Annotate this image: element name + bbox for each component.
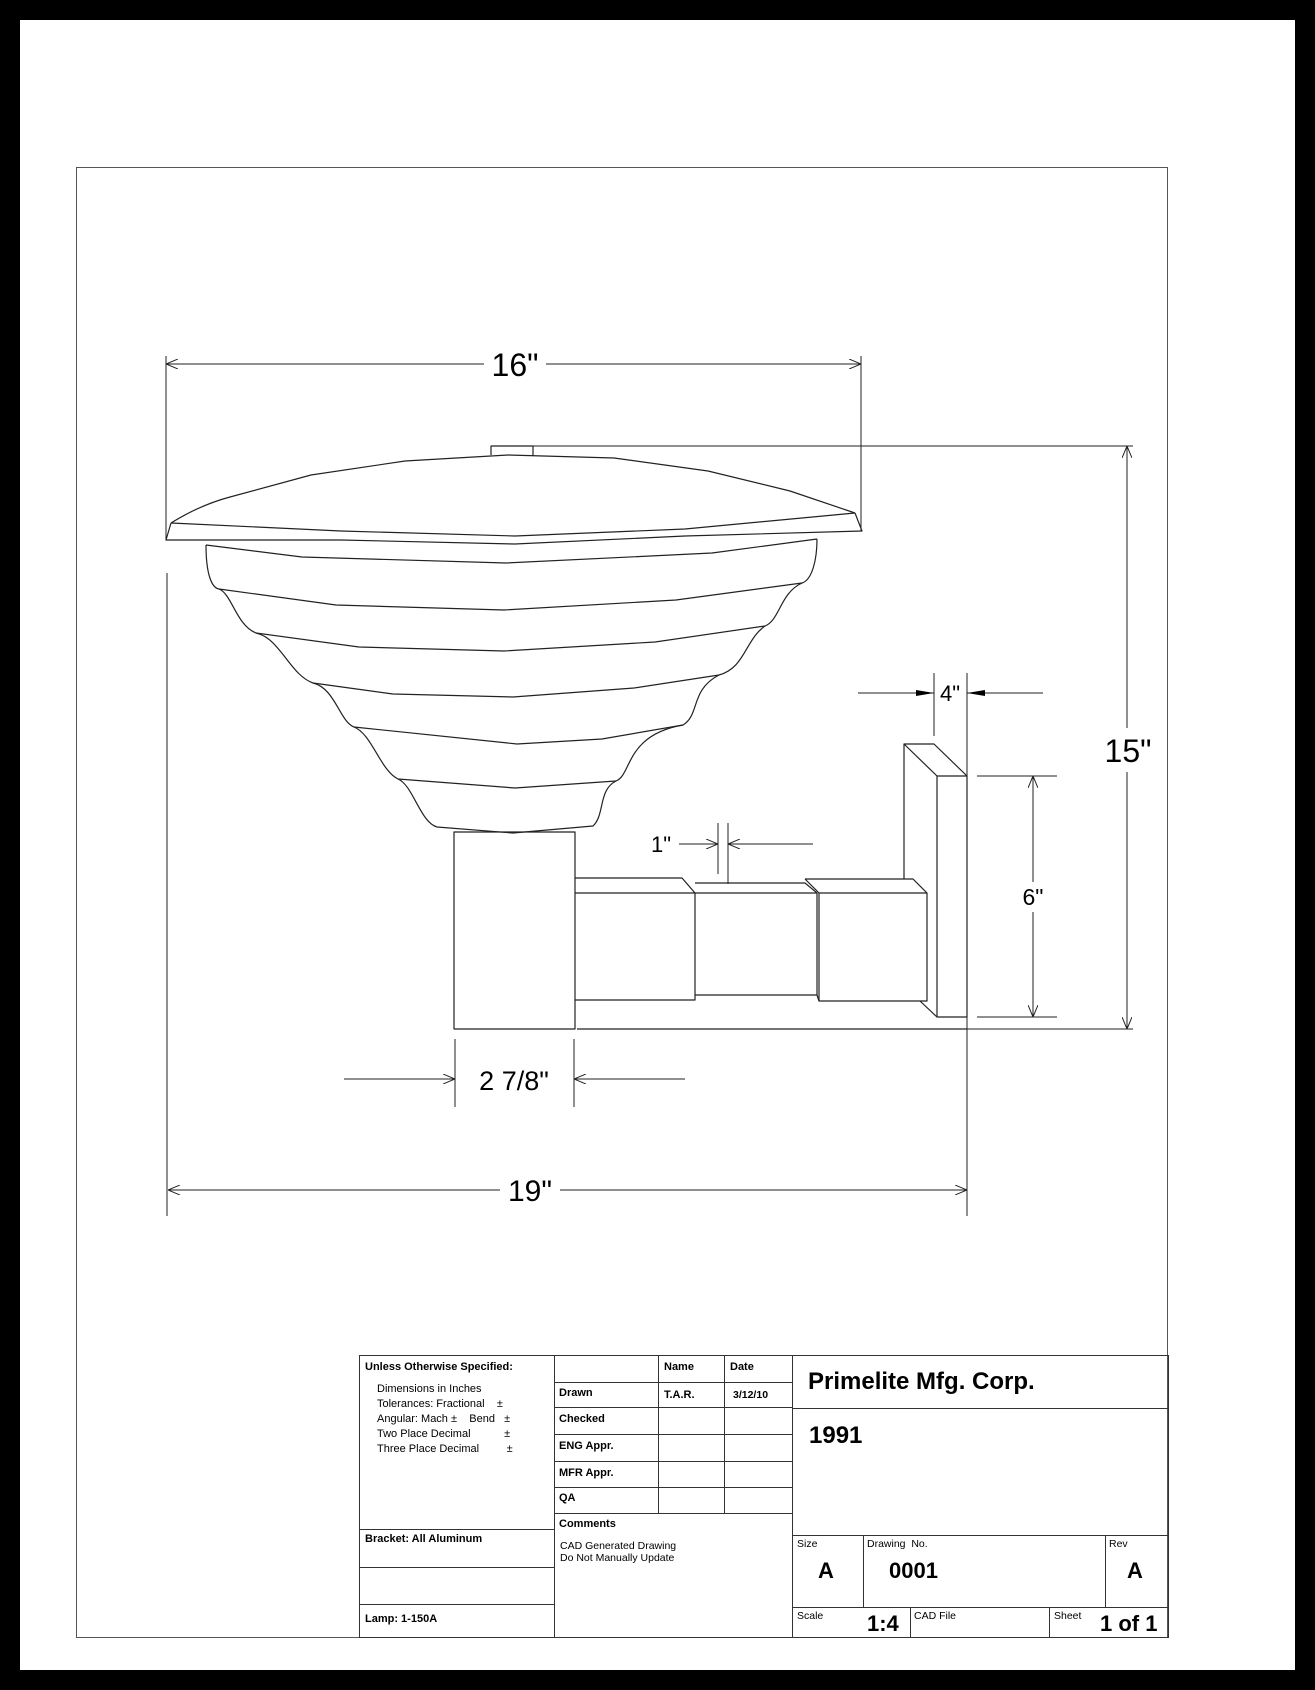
- size-value: A: [818, 1558, 834, 1583]
- dim-label-15in: 15": [1104, 733, 1152, 769]
- dim-label-2-7-8in: 2 7/8": [479, 1066, 549, 1096]
- approval-label: Drawn: [559, 1387, 593, 1399]
- size-label: Size: [797, 1538, 818, 1550]
- dim-label-1in: 1": [650, 832, 672, 857]
- approvals-col-name: Name: [664, 1361, 694, 1373]
- approval-name: T.A.R.: [664, 1389, 695, 1401]
- lamp-note: Lamp: 1-150A: [365, 1613, 438, 1625]
- notes-heading: Unless Otherwise Specified:: [365, 1361, 513, 1373]
- approval-label: MFR Appr.: [559, 1467, 614, 1479]
- approval-date: 3/12/10: [733, 1389, 769, 1401]
- approval-label: Checked: [559, 1413, 605, 1425]
- dim-label-4in: 4": [939, 681, 961, 706]
- rev-label: Rev: [1109, 1538, 1128, 1550]
- note-line: Dimensions in Inches: [377, 1383, 482, 1395]
- cad-file-label: CAD File: [914, 1610, 957, 1622]
- note-line: Tolerances: Fractional ±: [377, 1398, 503, 1410]
- drawing-no-label: Drawing No.: [867, 1538, 928, 1550]
- note-line: Angular: Mach ± Bend ±: [377, 1413, 511, 1425]
- approvals-col-date: Date: [730, 1361, 754, 1373]
- sheet-value: 1 of 1: [1100, 1611, 1158, 1636]
- drawing-title: 1991: [809, 1422, 863, 1449]
- comments-line: Do Not Manually Update: [560, 1552, 675, 1564]
- scale-label: Scale: [797, 1610, 824, 1622]
- scale-value: 1:4: [867, 1611, 899, 1636]
- rev-value: A: [1127, 1558, 1143, 1583]
- company-name: Primelite Mfg. Corp.: [808, 1368, 1035, 1395]
- material-note: Bracket: All Aluminum: [365, 1533, 483, 1545]
- dim-label-16in: 16": [491, 347, 539, 383]
- note-line: Two Place Decimal ±: [377, 1428, 511, 1440]
- comments-label: Comments: [559, 1518, 616, 1530]
- dim-label-19in: 19": [507, 1175, 553, 1208]
- approval-label: ENG Appr.: [559, 1440, 614, 1452]
- note-line: Three Place Decimal ±: [377, 1443, 513, 1455]
- approval-label: QA: [559, 1492, 576, 1504]
- sheet-label: Sheet: [1054, 1610, 1082, 1622]
- comments-line: CAD Generated Drawing: [560, 1540, 677, 1552]
- drawing-no-value: 0001: [889, 1558, 938, 1583]
- dim-label-6in: 6": [1022, 884, 1044, 910]
